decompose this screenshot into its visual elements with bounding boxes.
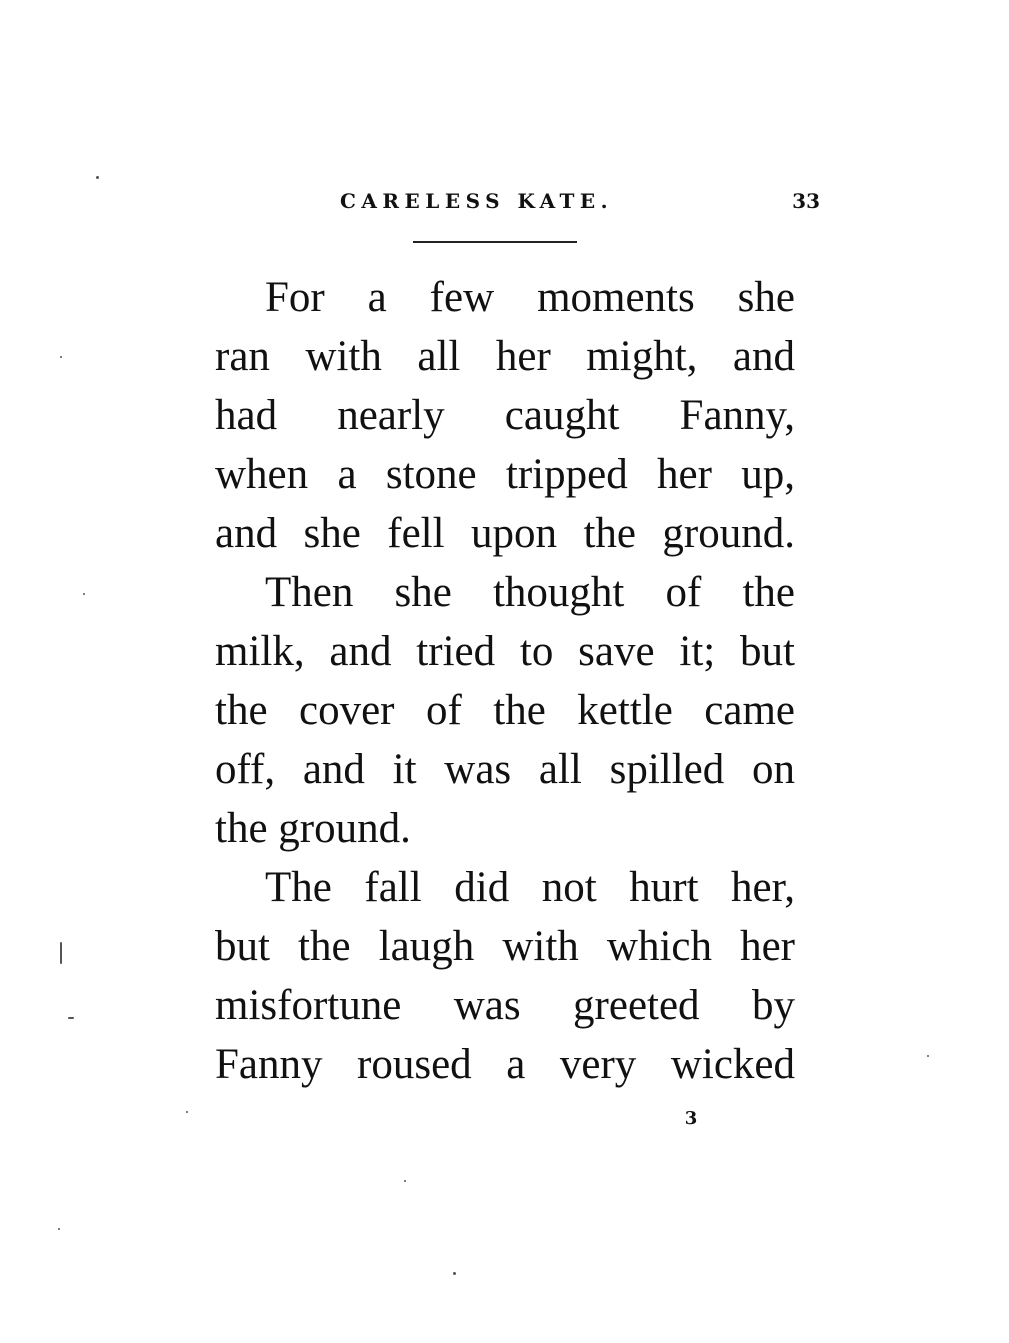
scan-speck bbox=[83, 593, 85, 595]
scan-speck bbox=[68, 1017, 74, 1019]
scan-speck bbox=[60, 942, 62, 964]
text-line: when a stone tripped her up, bbox=[215, 451, 795, 498]
text-line: the cover of the kettle came bbox=[215, 687, 795, 734]
text-line: Then she thought of the bbox=[265, 569, 795, 616]
header-rule bbox=[413, 241, 577, 243]
scan-speck bbox=[96, 176, 99, 179]
text-line: the ground. bbox=[215, 805, 411, 852]
text-line: but the laugh with which her bbox=[215, 923, 795, 970]
text-line: For a few moments she bbox=[265, 274, 795, 321]
scan-speck bbox=[186, 1111, 188, 1113]
running-head bbox=[340, 183, 820, 219]
scan-speck bbox=[58, 1228, 60, 1230]
text-line: ran with all her might, and bbox=[215, 333, 795, 380]
body-text bbox=[215, 268, 795, 1094]
text-line: and she fell upon the ground. bbox=[215, 510, 795, 557]
text-line: misfortune was greeted by bbox=[215, 982, 795, 1029]
scan-speck bbox=[453, 1272, 456, 1275]
running-title: CARELESS KATE. bbox=[340, 189, 614, 213]
text-line: milk, and tried to save it; but bbox=[215, 628, 795, 675]
text-line: The fall did not hurt her, bbox=[265, 864, 795, 911]
text-line: off, and it was all spilled on bbox=[215, 746, 795, 793]
text-line: Fanny roused a very wicked bbox=[215, 1041, 795, 1088]
page-number: 33 bbox=[792, 189, 820, 213]
signature-mark: 3 bbox=[684, 1108, 698, 1129]
text-line: had nearly caught Fanny, bbox=[215, 392, 795, 439]
scan-speck bbox=[927, 1055, 929, 1057]
scan-speck bbox=[60, 356, 62, 358]
scan-speck bbox=[404, 1180, 406, 1182]
